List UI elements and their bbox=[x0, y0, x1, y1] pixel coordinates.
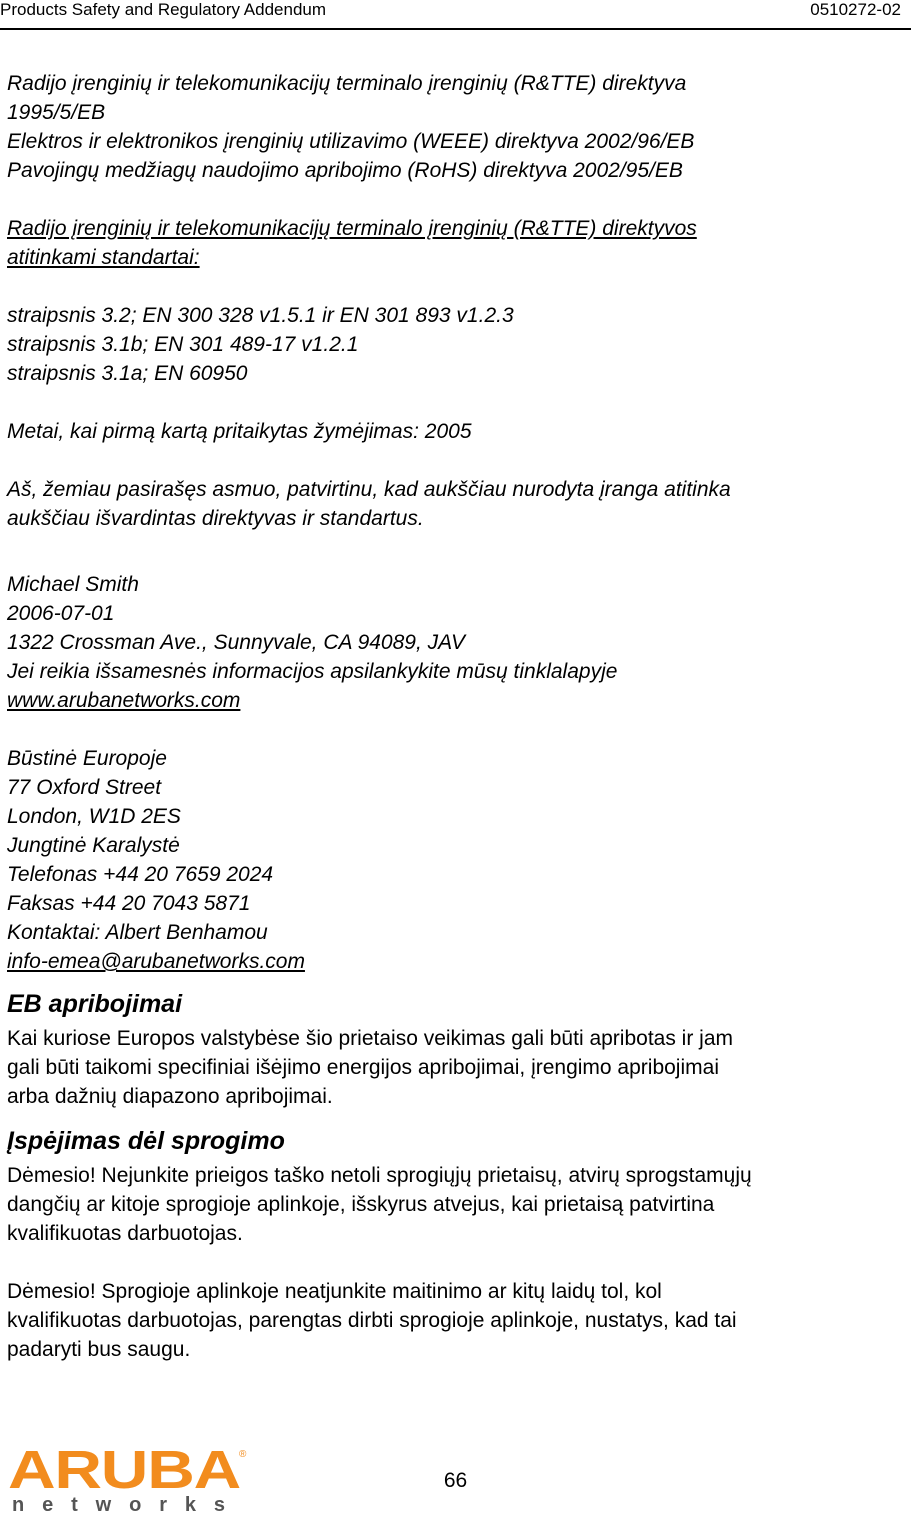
page-content bbox=[7, 69, 907, 1364]
signer-info: Jei reikia išsamesnės informacijos apsilankykite mūsų tinklalapyje bbox=[7, 660, 618, 683]
europe-street: 77 Oxford Street bbox=[7, 776, 162, 799]
warning-line: dangčių ar kitoje sprogioje aplinkoje, išskyrus atvejus, kai prietaisą patvirtina bbox=[7, 1193, 715, 1216]
first-year-marking: Metai, kai pirmą kartą pritaikytas žymėjimas: 2005 bbox=[7, 420, 472, 443]
directive-line: Pavojingų medžiagų naudojimo apribojimo (RoHS) direktyva 2002/95/EB bbox=[7, 159, 683, 182]
europe-phone: Telefonas +44 20 7659 2024 bbox=[7, 863, 274, 886]
standards-heading: atitinkami standartai: bbox=[7, 246, 200, 269]
directive-line: Elektros ir elektronikos įrenginių utilizavimo (WEEE) direktyva 2002/96/EB bbox=[7, 130, 695, 153]
warning-line: padaryti bus saugu. bbox=[7, 1338, 191, 1361]
page-number: 66 bbox=[443, 1469, 468, 1492]
page-header bbox=[0, 0, 911, 28]
europe-country: Jungtinė Karalystė bbox=[7, 834, 180, 857]
warning-line: Dėmesio! Nejunkite prieigos taško netoli sprogiųjų prietaisų, atvirų sprogstamųjų bbox=[7, 1164, 752, 1187]
europe-label: Būstinė Europoje bbox=[7, 747, 167, 770]
standard-line: straipsnis 3.2; EN 300 328 v1.5.1 ir EN 301 893 v1.2.3 bbox=[7, 304, 514, 327]
eu-restrictions-line: Kai kuriose Europos valstybėse šio prietaiso veikimas gali būti apribotas ir jam bbox=[7, 1027, 733, 1050]
signer-address: 1322 Crossman Ave., Sunnyvale, CA 94089, JAV bbox=[7, 631, 465, 654]
europe-contact: Kontaktai: Albert Benhamou bbox=[7, 921, 268, 944]
document-number: 0510272-02 bbox=[810, 0, 901, 19]
standard-line: straipsnis 3.1b; EN 301 489-17 v1.2.1 bbox=[7, 333, 359, 356]
declaration-line: aukščiau išvardintas direktyvas ir standartus. bbox=[7, 507, 424, 530]
eu-restrictions-line: arba dažnių diapazono apribojimai. bbox=[7, 1085, 333, 1108]
website-link[interactable]: www.arubanetworks.com bbox=[7, 689, 241, 712]
warning-line: Dėmesio! Sprogioje aplinkoje neatjunkite maitinimo ar kitų laidų tol, kol bbox=[7, 1280, 662, 1303]
logo-mark: ® bbox=[239, 1449, 247, 1460]
europe-city: London, W1D 2ES bbox=[7, 805, 181, 828]
signer-name: Michael Smith bbox=[7, 573, 139, 596]
eu-restrictions-line: gali būti taikomi specifiniai išėjimo energijos apribojimai, įrengimo apribojimai bbox=[7, 1056, 719, 1079]
header-divider bbox=[0, 28, 911, 30]
declaration-line: Aš, žemiau pasirašęs asmuo, patvirtinu, kad aukščiau nurodyta įranga atitinka bbox=[7, 478, 731, 501]
standard-line: straipsnis 3.1a; EN 60950 bbox=[7, 362, 248, 385]
logo-word: ARUBA bbox=[8, 1443, 240, 1500]
standards-heading: Radijo įrenginių ir telekomunikacijų terminalo įrenginių (R&TTE) direktyvos bbox=[7, 217, 697, 240]
warning-line: kvalifikuotas darbuotojas, parengtas dirbti sprogioje aplinkoje, nustatys, kad tai bbox=[7, 1309, 737, 1332]
warning-line: kvalifikuotas darbuotojas. bbox=[7, 1222, 243, 1245]
explosion-warning-heading: Įspėjimas dėl sprogimo bbox=[7, 1127, 285, 1155]
directive-line: Radijo įrenginių ir telekomunikacijų terminalo įrenginių (R&TTE) direktyva bbox=[7, 72, 687, 95]
logo-sub: networks bbox=[12, 1494, 237, 1515]
directive-line: 1995/5/EB bbox=[7, 101, 106, 124]
europe-fax: Faksas +44 20 7043 5871 bbox=[7, 892, 251, 915]
document-title: Products Safety and Regulatory Addendum bbox=[0, 0, 327, 19]
email-link[interactable]: info-emea@arubanetworks.com bbox=[7, 950, 305, 973]
signer-date: 2006-07-01 bbox=[7, 602, 115, 625]
eu-restrictions-heading: EB apribojimai bbox=[7, 990, 183, 1018]
